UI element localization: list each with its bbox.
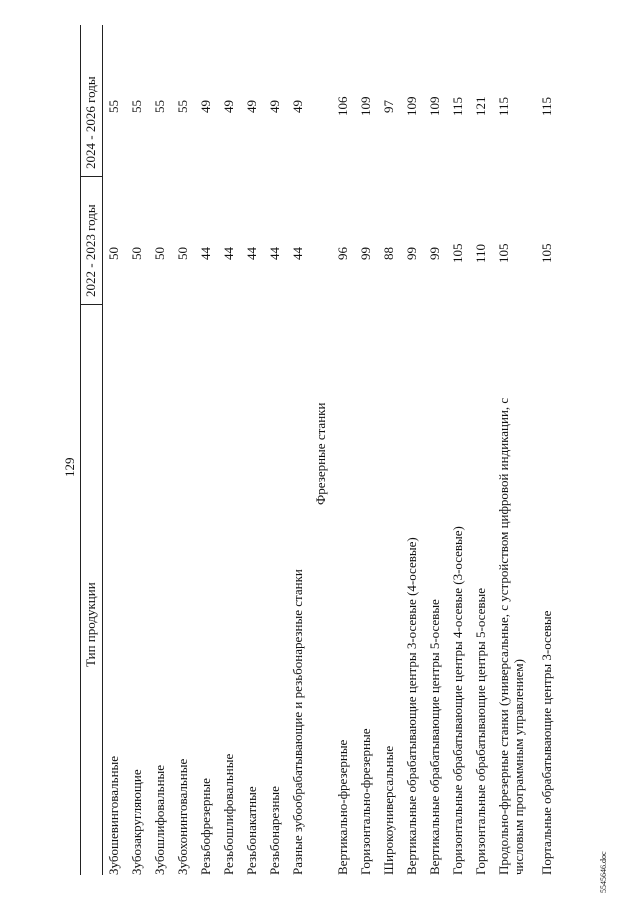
table-row-value-1: 88 <box>381 247 396 260</box>
table-row-value-1: 50 <box>106 247 121 260</box>
header-period-1: 2022 - 2023 годы <box>83 204 98 297</box>
table-row-value-2: 55 <box>106 100 121 113</box>
table-row-value-1: 99 <box>404 247 419 260</box>
table-row-name: Горизонтально-фрезерные <box>358 728 373 875</box>
table-row-value-1: 44 <box>198 247 213 260</box>
table-row-value-2: 106 <box>335 96 350 116</box>
table-row-name: Зубохонинговальные <box>175 758 190 875</box>
section-title: Фрезерные станки <box>313 402 328 505</box>
table-row-value-1: 96 <box>335 247 350 260</box>
table-row-value-1: 50 <box>152 247 167 260</box>
table-row-value-1: 44 <box>267 247 282 260</box>
table-row-value-1: 50 <box>129 247 144 260</box>
header-product-type: Тип продукции <box>83 582 98 667</box>
table-row-name: Вертикальные обрабатывающие центры 5-осевые <box>427 599 442 875</box>
table-row-value-1: 99 <box>358 247 373 260</box>
table-row-value-1: 99 <box>427 247 442 260</box>
table-row-value-2: 49 <box>221 100 236 113</box>
table-row-value-1: 44 <box>290 247 305 260</box>
file-id: 5545646.doc <box>599 851 608 893</box>
table-row-name: Зубошевинговальные <box>106 755 121 875</box>
table-row-name: Зубошлифовальные <box>152 764 167 875</box>
table-row-value-1: 44 <box>221 247 236 260</box>
table-row-name: Резьбонарезные <box>267 786 282 875</box>
table-row-value-2: 97 <box>381 100 396 113</box>
table-row-name: Резьбонакатные <box>244 786 259 875</box>
table-row-value-2: 55 <box>175 100 190 113</box>
header-divider-2 <box>80 176 102 177</box>
table-row-value-2: 49 <box>267 100 282 113</box>
table-row-value-1: 105 <box>450 243 465 263</box>
table-row-value-1: 105 <box>496 243 511 263</box>
table-row-name: Горизонтальные обрабатывающие центры 4-осевые (3-осевые) <box>450 526 465 875</box>
table-row-value-1: 105 <box>539 243 554 263</box>
table-row-name: Вертикальные обрабатывающие центры 3-осевые (4-осевые) <box>404 537 419 875</box>
table-row-value-2: 121 <box>473 96 488 116</box>
table-row-value-2: 55 <box>129 100 144 113</box>
table-header-rule <box>102 25 103 875</box>
table-row-value-2: 115 <box>450 96 465 116</box>
table-row-name: Разные зубообрабатывающие и резьбонарезные станки <box>290 569 305 875</box>
table-row-name: Портальные обрабатывающие центры 3-осевые <box>539 610 554 875</box>
table-row-name: Резьбофрезерные <box>198 778 213 875</box>
table-row-value-2: 109 <box>404 96 419 116</box>
table-row-name: Вертикально-фрезерные <box>335 739 350 875</box>
table-row-value-1: 110 <box>473 243 488 263</box>
table-row-name: Широкоуниверсальные <box>381 745 396 875</box>
table-row-value-2: 109 <box>427 96 442 116</box>
header-period-2: 2024 - 2026 годы <box>83 76 98 169</box>
table-row-value-2: 55 <box>152 100 167 113</box>
table-row-value-1: 50 <box>175 247 190 260</box>
table-top-rule <box>80 25 81 875</box>
table-row-value-2: 109 <box>358 96 373 116</box>
table-row-name: Горизонтальные обрабатывающие центры 5-осевые <box>473 588 488 875</box>
table-row-name: Продольно-фрезерные станки (универсальные, с устройством цифровой индикации, с числовым программным управлением) <box>496 397 526 875</box>
table-row-value-2: 49 <box>244 100 259 113</box>
page-number: 129 <box>62 457 77 477</box>
table-row-name: Резьбошлифовальные <box>221 753 236 875</box>
header-divider-1 <box>80 304 102 305</box>
table-row-name: Зубозакругляющие <box>129 769 144 875</box>
table-row-value-2: 49 <box>290 100 305 113</box>
table-row-value-1: 44 <box>244 247 259 260</box>
table-row-value-2: 115 <box>539 96 554 116</box>
table-row-value-2: 115 <box>496 96 511 116</box>
table-row-value-2: 49 <box>198 100 213 113</box>
